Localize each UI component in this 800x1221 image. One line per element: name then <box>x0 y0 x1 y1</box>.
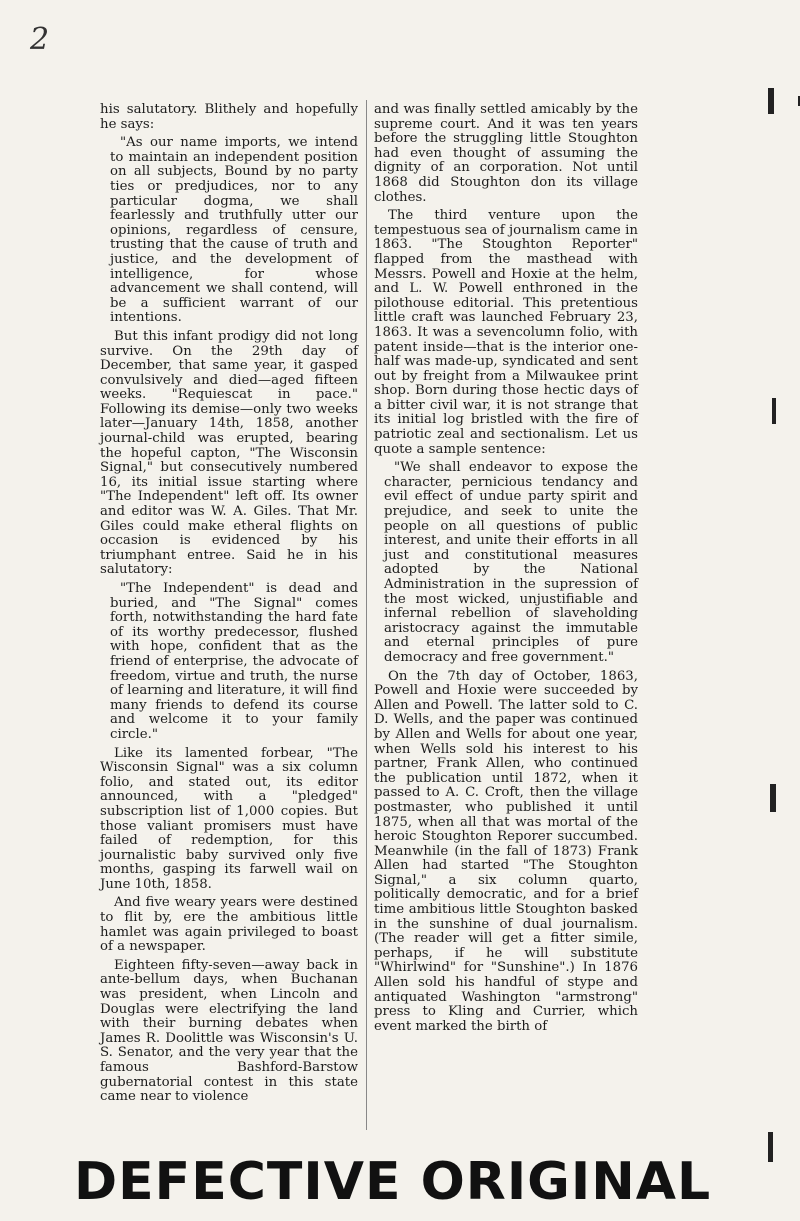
margin-mark <box>770 784 776 812</box>
quote-paragraph: "As our name imports, we intend to maintain an independent position on all subjects, Bound by no party ties or predjudices, nor to any particular dogma, we shall fearlessly and truthfully utter our opinions, regardless of censure, trusting that the cause of truth and justice, and the development of intelligence, for whose advancement we shall contend, will be a sufficient warrant of our intentions. <box>110 135 358 326</box>
paragraph: Like its lamented forbear, "The Wisconsin Signal" was a six column folio, and stated out, its editor announced, with a "pledged" subscription list of 1,000 copies. But those valiant promisers must have failed of redemption, for this journalistic baby survived only five months, gasping its farwell wail on June 10th, 1858. <box>100 745 358 892</box>
paragraph: On the 7th day of October, 1863, Powell and Hoxie were succeeded by Allen and Powell. The latter sold to C. D. Wells, and the paper was continued by Allen and Wells for about one year, when Wells sold his interest to his partner, Frank Allen, who continued the publication until 1872, when it passed to A. C. Croft, then the village postmaster, who published it until 1875, when all that was mortal of the heroic Stoughton Reporer succumbed. Meanwhile (in the fall of 1873) Frank Allen had started "The Stoughton Signal," a six column quarto, politically democratic, and for a brief time ambitious little Stoughton basked in the sunshine of dual journalism. (The reader will get a fitter simile, perhaps, if he will substitute "Whirlwind" for "Sunshine".) In 1876 Allen sold his handful of stype and antiquated Washington "armstrong" press to Kling and Currier, which event marked the birth of <box>374 668 638 1034</box>
left-column <box>100 103 358 1109</box>
column-divider <box>366 100 367 1130</box>
paragraph: his salutatory. Blithely and hopefully he says: <box>100 102 358 132</box>
paragraph: Eighteen fifty-seven—away back in ante-bellum days, when Buchanan was president, when Lincoln and Douglas were electrifying the land with their burning debates when James R. Doolittle was Wisconsin's U. S. Senator, and the very year that the famous Bashford-Barstow gubernatorial contest in this state came near to violence <box>100 957 358 1105</box>
margin-mark <box>772 398 776 424</box>
defective-original-stamp: DEFECTIVE ORIGINAL <box>74 1152 712 1212</box>
quote-paragraph: "The Independent" is dead and buried, and "The Signal" comes forth, notwithstanding the hard fate of its worthy predecessor, flushed with hope, confident that as the friend of enterprise, the advocate of freedom, virtue and truth, the nurse of learning and literature, it will find many friends to defend its course and welcome it to your family circle." <box>110 581 358 742</box>
paragraph: and was finally settled amicably by the supreme court. And it was ten years before the struggling little Stoughton had even thought of assuming the dignity of an corporation. Not until 1868 did Stoughton don its village clothes. <box>374 102 638 205</box>
paragraph: And five weary years were destined to flit by, ere the ambitious little hamlet was again privileged to boast of a newspaper. <box>100 895 358 955</box>
paragraph: The third venture upon the tempestuous sea of journalism came in 1863. "The Stoughton Reporter" flapped from the masthead with Messrs. Powell and Hoxie at the helm, and L. W. Powell enthroned in the pilothouse editorial. This pretentious little craft was launched February 23, 1863. It was a sevencolumn folio, with patent inside—that is the interior one-half was made-up, syndicated and sent out by freight from a Milwaukee print shop. Born during those hectic days of a bitter civil war, it is not strange that its initial log bristled with the fire of patriotic zeal and sectionalism. Let us quote a sample sentence: <box>374 208 638 457</box>
quote-paragraph: "We shall endeavor to expose the character, pernicious tendancy and evil effect of undue party spirit and prejudice, and seek to unite the people on all questions of public interest, and unite their efforts in all just and constitutional measures adopted by the National Administration in the supression of the most wicked, unjustifiable and infernal rebellion of slaveholding aristocracy against the immutable and eternal principles of pure democracy and free government." <box>384 460 638 665</box>
right-column <box>374 103 638 1038</box>
page-number: 2 <box>30 22 50 57</box>
paragraph: But this infant prodigy did not long survive. On the 29th day of December, that same year, it gasped convulsively and died—aged fifteen weeks. "Requiescat in pace." Following its demise—only two weeks later—January 14th, 1858, another journal-child was erupted, bearing the hopeful capton, "The Wisconsin Signal," but consecutively numbered 16, its initial issue starting where "The Independent" left off. Its owner and editor was W. A. Giles. That Mr. Giles could make etheral flights on occasion is evidenced by his triumphant entree. Said he in his salutatory: <box>100 328 358 578</box>
margin-mark <box>768 88 774 114</box>
margin-mark <box>768 1132 773 1162</box>
